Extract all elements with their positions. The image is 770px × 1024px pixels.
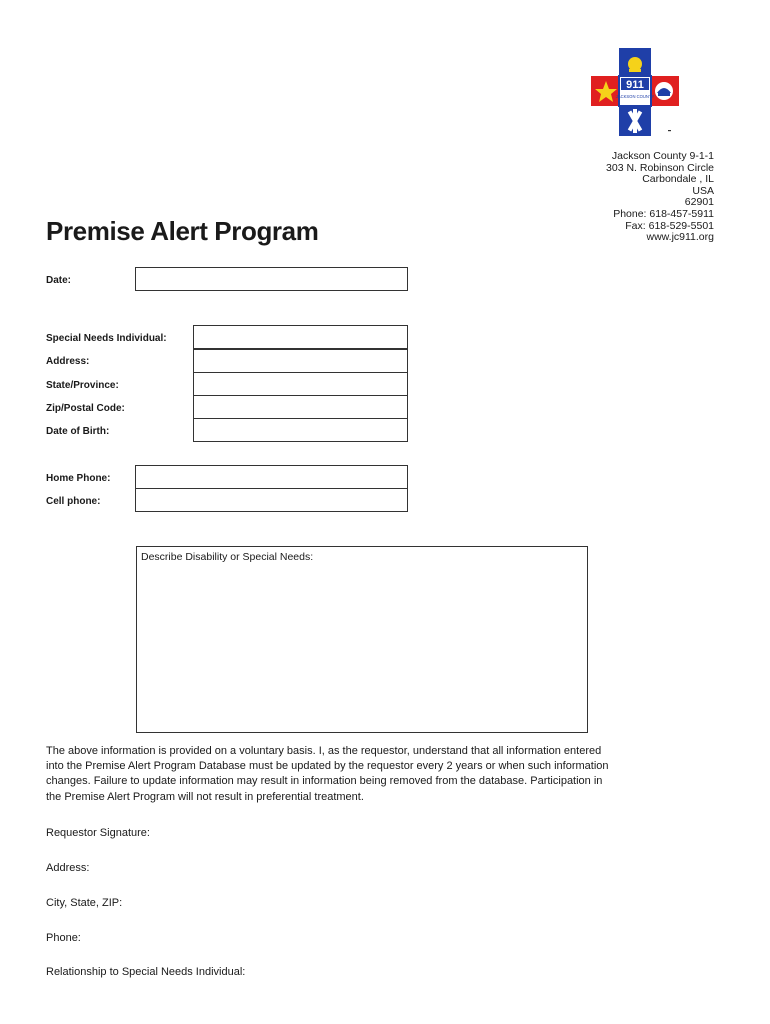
contact-phone: Phone: 618-457-5911 <box>613 207 714 220</box>
logo-emblem <box>591 48 679 136</box>
address-label: Address: <box>46 356 90 367</box>
logo-subtext: JACKSON COUNTY <box>615 94 655 99</box>
date-of-birth-input[interactable] <box>193 418 408 442</box>
contact-website[interactable]: www.jc911.org <box>646 231 714 244</box>
contact-city: Carbondale , IL <box>642 173 714 186</box>
contact-zip: 62901 <box>684 196 714 209</box>
date-input[interactable] <box>135 267 408 291</box>
address-input[interactable] <box>193 349 408 373</box>
jackson-county-911-logo <box>588 46 682 142</box>
describe-special-needs-area[interactable] <box>136 546 588 733</box>
state-province-label: State/Province: <box>46 380 119 391</box>
relationship-label: Relationship to Special Needs Individual: <box>46 966 246 978</box>
requestor-phone-label: Phone: <box>46 932 81 944</box>
cell-phone-label: Cell phone: <box>46 496 101 507</box>
disclaimer-text: The above information is provided on a voluntary basis. I, as the requestor, understand that all information entered into the Premise Alert Program Database must be updated by the requestor every 2 years or when such information changes. Failure to update information may result in information being removed from the database. Participation in the Premise Alert Program will not result in preferential treatment. <box>46 745 609 803</box>
date-of-birth-label: Date of Birth: <box>46 426 110 437</box>
contact-block <box>560 151 714 244</box>
cell-phone-input[interactable] <box>135 488 408 512</box>
page-title: Premise Alert Program <box>46 216 319 246</box>
contact-fax: Fax: 618-529-5501 <box>625 219 714 232</box>
zip-postal-code-input[interactable] <box>193 395 408 419</box>
city-state-zip-label: City, State, ZIP: <box>46 897 123 909</box>
home-phone-input[interactable] <box>135 465 408 489</box>
requestor-signature-label: Requestor Signature: <box>46 827 150 839</box>
contact-country: USA <box>692 184 714 197</box>
date-label: Date: <box>46 275 72 286</box>
contact-street: 303 N. Robinson Circle <box>606 161 714 174</box>
contact-org: Jackson County 9-1-1 <box>611 150 714 162</box>
special-needs-individual-label: Special Needs Individual: <box>46 333 167 344</box>
state-province-input[interactable] <box>193 372 408 396</box>
home-phone-label: Home Phone: <box>46 473 111 484</box>
zip-postal-code-label: Zip/Postal Code: <box>46 403 125 414</box>
special-needs-individual-input[interactable] <box>193 325 408 349</box>
describe-special-needs-label: Describe Disability or Special Needs: <box>141 551 314 563</box>
logo-911-text: 911 <box>626 79 644 91</box>
requestor-address-label: Address: <box>46 862 90 874</box>
